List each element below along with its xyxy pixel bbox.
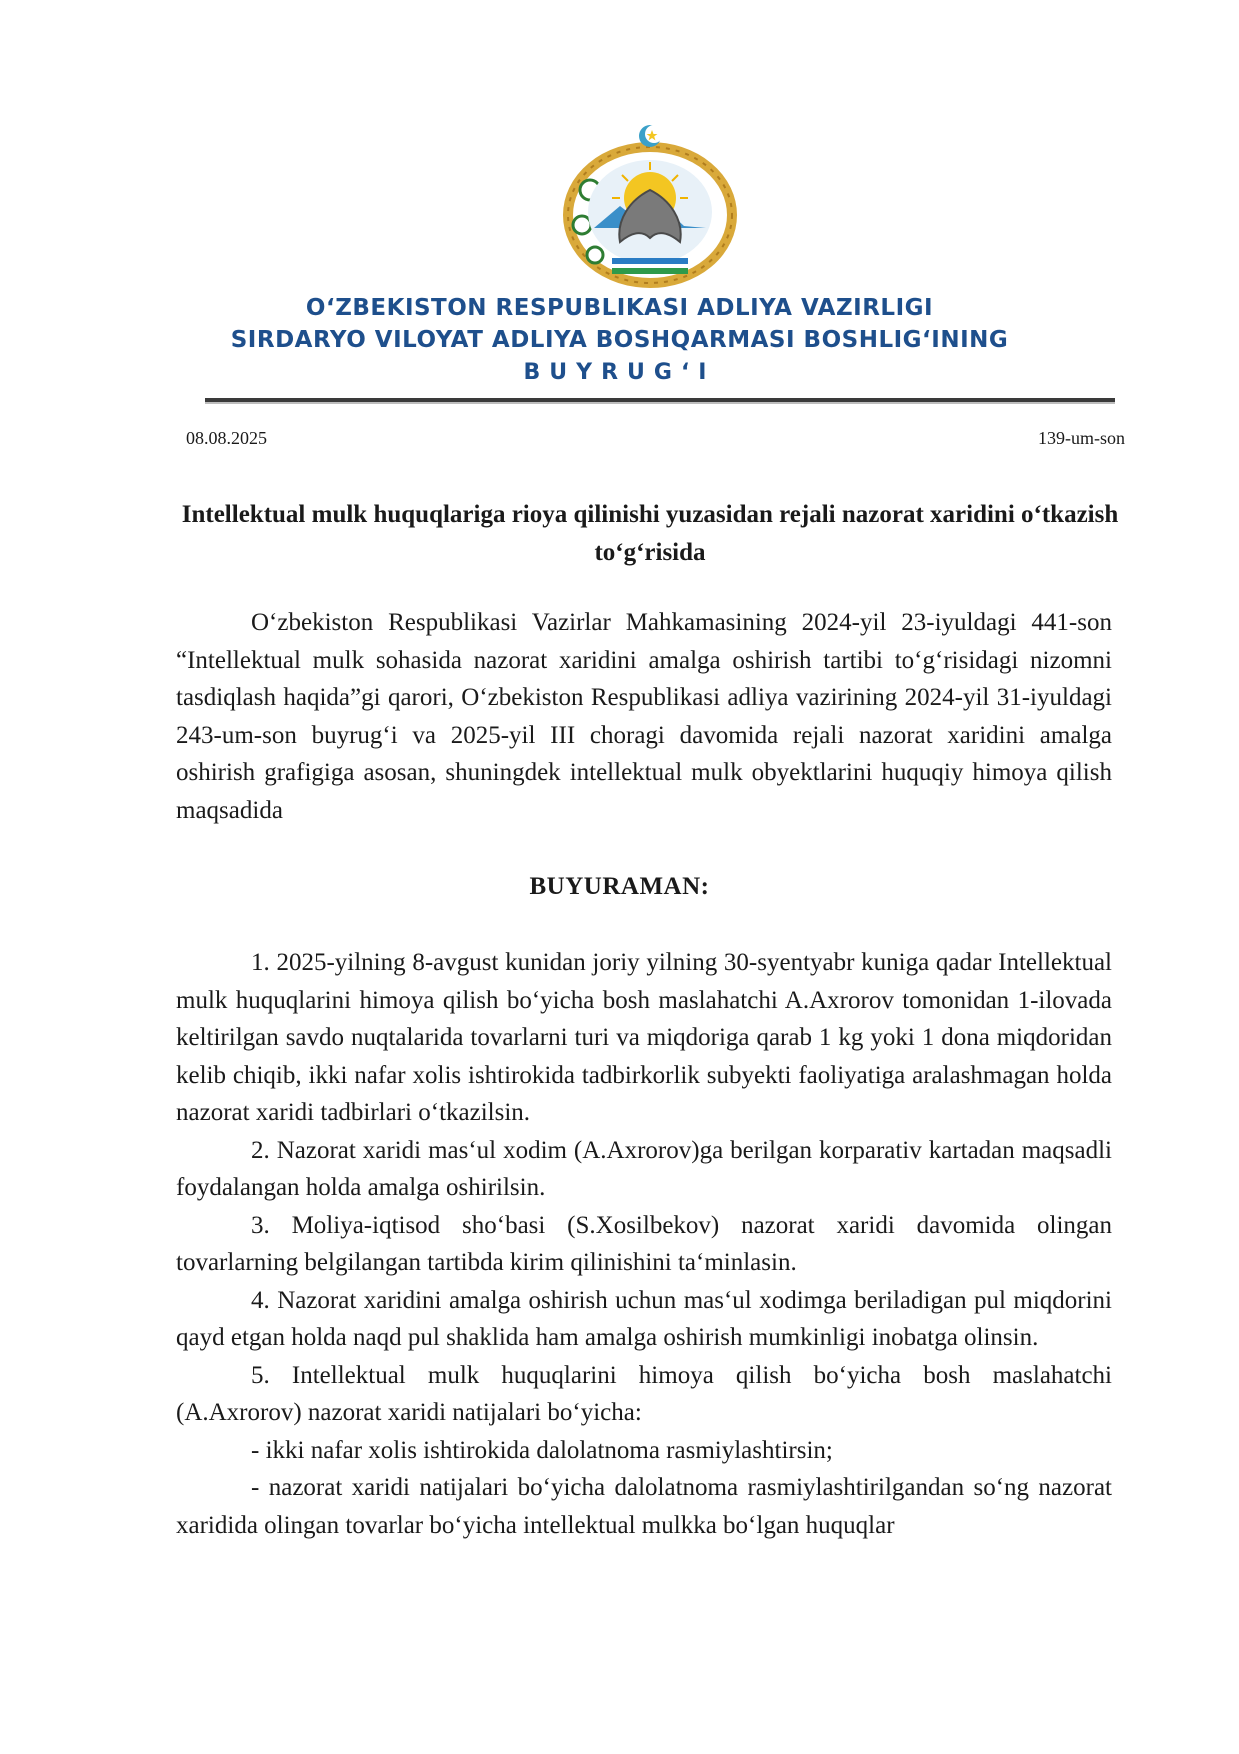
order-sub-item: - ikki nafar xolis ishtirokida dalolatnoma rasmiylashtirsin; [251,1436,833,1464]
state-emblem-icon [560,120,740,290]
order-item: 3. Moliya-iqtisod sho‘basi (S.Xosilbekov) nazorat xaridi davomida olingan tovarlarning belgilangan tartibda kirim qilinishini ta‘minlasin. [176,1211,1112,1276]
order-item: 4. Nazorat xaridini amalga oshirish uchun mas‘ul xodimga beriladigan pul miqdorini qayd etgan holda naqd pul shaklida ham amalga oshirish mumkinligi inobatga olinsin. [176,1286,1112,1351]
department-name: SIRDARYO VILOYAT ADLIYA BOSHQARMASI BOSHLIG‘INING [230,327,1009,353]
order-sub-item: - nazorat xaridi natijalari bo‘yicha dalolatnoma rasmiylashtirilgandan so‘ng nazorat xaridida olingan tovarlar bo‘yicha intellektual mulkka bo‘lgan huquqlar [176,1474,1112,1539]
ministry-name: O‘ZBEKISTON RESPUBLIKASI ADLIYA VAZIRLIGI [305,295,934,321]
order-heading: BUYURAMAN: [529,873,710,900]
order-items [176,944,1112,1544]
order-item: 2. Nazorat xaridi mas‘ul xodim (A.Axrorov)ga berilgan korparativ kartadan maqsadli foydalangan holda amalga oshirilsin. [176,1136,1112,1201]
order-item: 5. Intellektual mulk huquqlarini himoya qilish bo‘yicha bosh maslahatchi (A.Axrorov) nazorat xaridi natijalari bo‘yicha: [176,1361,1112,1426]
preamble-text: O‘zbekiston Respublikasi Vazirlar Mahkamasining 2024-yil 23-iyuldagi 441-son “Intellektual mulk sohasida nazorat xaridini amalga oshirish tartibi to‘g‘risidagi nizomni tasdiqlash haqida”gi qarori, O‘zbekiston Respublikasi adliya vazirining 2024-yil 31-iyuldagi 243-um-son buyrug‘i va 2025-yil III choragi davomida rejali nazorat xaridini amalga oshirish grafigiga asosan, shuningdek intellektual mulk obyektlarini huquqiy himoya qilish maqsadida [176,609,1112,824]
preamble [176,604,1112,829]
document-number: 139-um-son [1038,428,1125,448]
ministry-header [0,292,1239,390]
header-divider [205,398,1115,404]
order-item: 1. 2025-yilning 8-avgust kunidan joriy yilning 30-syentyabr kuniga qadar Intellektual mulk huquqlarini himoya qilish bo‘yicha bosh maslahatchi A.Axrorov tomonidan 1-ilovada keltirilgan savdo nuqtalarida tovarlarni turi va miqdoriga qarab 1 kg yoki 1 dona miqdoridan kelib chiqib, ikki nafar xolis ishtirokida tadbirkorlik subyekti faoliyatiga aralashmagan holda nazorat xaridi tadbirlari o‘tkazilsin. [176,949,1112,1126]
document-title: Intellektual mulk huquqlariga rioya qilinishi yuzasidan rejali nazorat xaridini o‘tkazish to‘g‘risida [181,501,1119,566]
document-date: 08.08.2025 [186,428,267,448]
document-type: BUYRUG‘I [523,360,716,385]
